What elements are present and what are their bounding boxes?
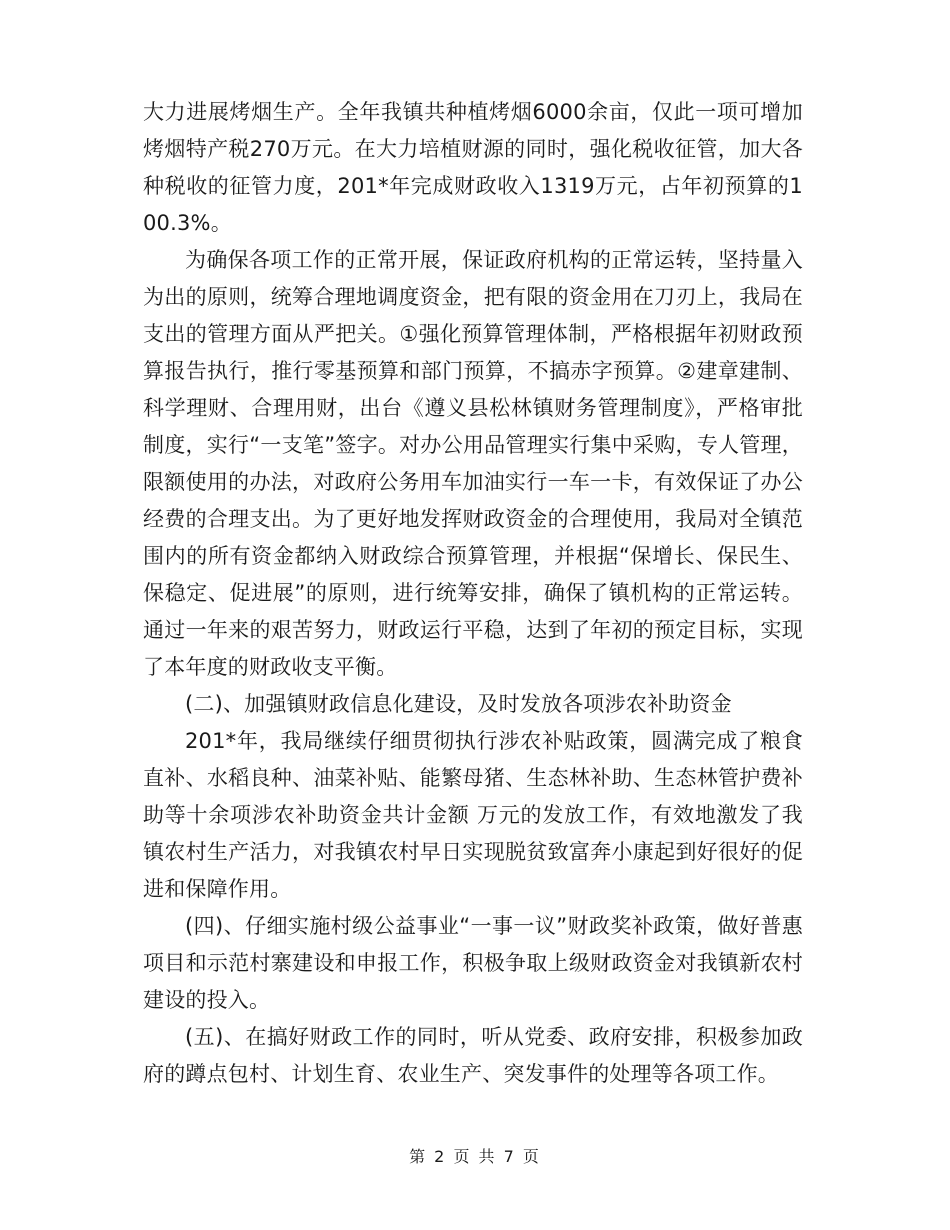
section-heading-2: (二)、加强镇财政信息化建设，及时发放各项涉农补助资金 [185, 692, 732, 716]
paragraph-expenditure-management: 为确保各项工作的正常开展，保证政府机构的正常运转，坚持量入为出的原则，统筹合理地调度资金，把有限的资金用在刀刃上，我局在支出的管理方面从严把关。①强化预算管理体制，严格根据年初财政预算报告执行，推行零基预算和部门预算，不搞赤字预算。②建章建制、科学理财、合理用财，出台《遵义县松林镇财务管理制度》，严格审批制度，实行“一支笔”签字。对办公用品管理实行集中采购，专人管理，限额使用的办法，对政府公务用车加油实行一车一卡，有效保证了办公经费的合理支出。为了更好地发挥财政资金的合理使用，我局对全镇范围内的所有资金都纳入财政综合预算管理，并根据“保增长、保民生、保稳定、促进展”的原则，进行统筹安排，确保了镇机构的正常运转。通过一年来的艰苦努力，财政运行平稳，达到了年初的预定目标，实现了本年度的财政收支平衡。 [143, 248, 803, 679]
section-heading-5: (五)、在搞好财政工作的同时，听从党委、政府安排，积极参加政府的蹲点包村、计划生育、农业生产、突发事件的处理等各项工作。 [143, 1025, 803, 1086]
section-heading-4: (四)、仔细实施村级公益事业“一事一议”财政奖补政策，做好普惠项目和示范村寨建设和申报工作，积极争取上级财政资金对我镇新农村建设的投入。 [143, 914, 803, 1012]
page-number-footer: 第 2 页 共 7 页 [409, 1147, 541, 1166]
document-body [143, 94, 803, 1093]
paragraph-agricultural-subsidies: 201*年，我局继续仔细贯彻执行涉农补贴政策，圆满完成了粮食直补、水稻良种、油菜补贴、能繁母猪、生态林补助、生态林管护费补助等十余项涉农补助资金共计金额 万元的发放工作，有效地激发了我镇农村生产活力，对我镇农村早日实现脱贫致富奔小康起到好很好的促进和保障作用。 [143, 729, 803, 901]
paragraph-tobacco-revenue: 大力进展烤烟生产。全年我镇共种植烤烟6000余亩，仅此一项可增加烤烟特产税270万元。在大力培植财源的同时，强化税收征管，加大各种税收的征管力度，201*年完成财政收入1319万元，占年初预算的100.3%。 [143, 100, 803, 235]
